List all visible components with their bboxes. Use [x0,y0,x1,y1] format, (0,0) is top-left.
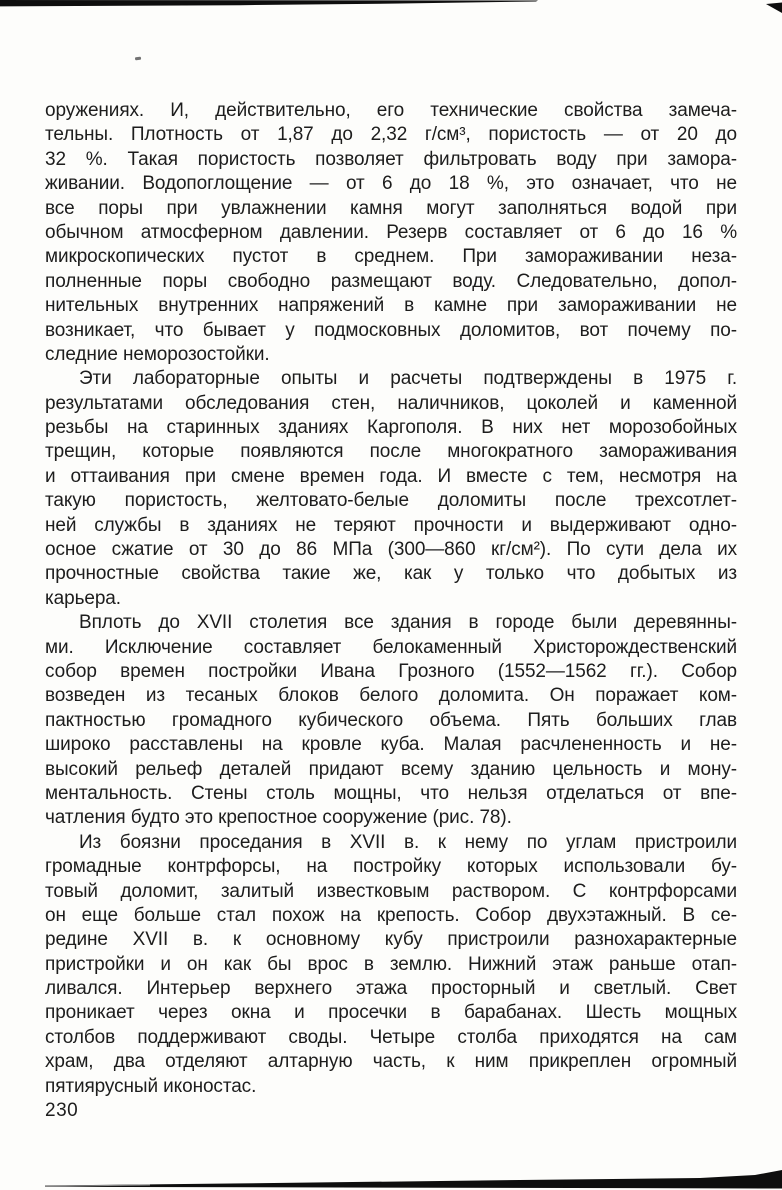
text-line: 32 %. Такая пористость позволяет фильтровать воду при замора- [45,148,737,170]
text-line: высокий рельеф деталей придают всему зданию цельность и мону- [45,758,737,780]
text-line: все поры при увлажнении камня могут заполняться водой при [45,197,737,219]
text-line: прочностные свойства такие же, как у только что добытых из [45,563,737,585]
text-line: собор времен постройки Ивана Грозного (1552—1562 гг.). Собор [45,660,737,682]
text-line: микроскопических пустот в среднем. При замораживании неза- [45,246,737,268]
scan-edge-bottom-artifact [0,1166,782,1190]
text-line: Из боязни проседания в XVII в. к нему по углам пристроили [79,831,737,853]
text-line: ливался. Интерьер верхнего этажа просторный и светлый. Свет [45,978,737,1000]
scan-speck-artifact [135,57,141,60]
text-line: ней службы в зданиях не теряют прочности и выдерживают одно- [45,514,737,536]
text-line: Вплоть до XVII столетия все здания в городе были деревянны- [79,612,737,634]
text-line: возведен из тесаных блоков белого доломита. Он поражает ком- [45,685,737,707]
text-line: такую пористость, желтовато-белые доломиты после трехсотлет- [45,490,737,512]
text-line: результатами обследования стен, наличников, цоколей и каменной [45,392,737,414]
text-line: редине XVII в. к основному кубу пристроили разнохарактерные [45,929,737,951]
paragraph [45,367,737,611]
text-line: чатления будто это крепостное сооружение (рис. 78). [45,807,512,829]
text-line: он еще больше стал похож на крепость. Собор двухэтажный. В се- [45,904,737,926]
text-line: ми. Исключение составляет белокаменный Христорождественский [45,636,737,658]
text-line: резьбы на старинных зданиях Каргополя. В них нет морозобойных [45,417,737,439]
text-line: оружениях. И, действительно, его технические свойства замеча- [45,100,737,121]
text-line: товый доломит, залитый известковым раствором. С контрфорсами [45,880,737,902]
paragraph [45,611,737,831]
text-line: столбов поддерживают своды. Четыре столба приходятся на сам [45,1026,737,1048]
text-line: следние неморозостойки. [45,343,270,365]
text-line: проникает через окна и просечки в барабанах. Шесть мощных [45,1002,737,1024]
text-line: тельны. Плотность от 1,87 до 2,32 г/см³, пористость — от 20 до [45,124,737,146]
text-line: карьера. [45,587,121,609]
text-line: храм, два отделяют алтарную часть, к ним прикреплен огромный [45,1051,737,1073]
text-line: возникает, что бывает у подмосковных доломитов, вот почему по- [45,319,737,341]
text-line: полненные поры свободно размещают воду. Следовательно, допол- [45,270,737,292]
text-line: живании. Водопоглощение — от 6 до 18 %, это означает, что не [45,173,737,195]
text-line: громадные контрфорсы, на постройку которых использовали бу- [45,856,737,878]
scan-edge-top-artifact [0,0,782,16]
text-line: пактностью громадного кубического объема. Пять больших глав [45,709,737,731]
text-line: обычном атмосферном давлении. Резерв составляет от 6 до 16 % [45,221,737,243]
text-line: трещин, которые появляются после многократного замораживания [45,441,737,463]
text-line: широко расставлены на кровле куба. Малая расчлененность и не- [45,734,737,756]
paragraph [45,831,737,1099]
paragraph [45,99,737,367]
text-line: и оттаивания при смене времен года. И вместе с тем, несмотря на [45,465,737,487]
text-block [45,99,737,1099]
text-line: ментальность. Стены столь мощны, что нельзя отделаться от впе- [45,782,737,804]
text-line: нительных внутренних напряжений в камне при замораживании не [45,295,737,317]
text-line: пятиярусный иконостас. [45,1075,257,1097]
text-line: осное сжатие от 30 до 86 МПа (300—860 кг/см²). По сути дела их [45,539,737,561]
text-line: пристройки и он как бы врос в землю. Нижний этаж раньше отап- [45,953,737,975]
page-number: 230 [45,1100,79,1121]
text-line: Эти лабораторные опыты и расчеты подтверждены в 1975 г. [79,368,737,390]
